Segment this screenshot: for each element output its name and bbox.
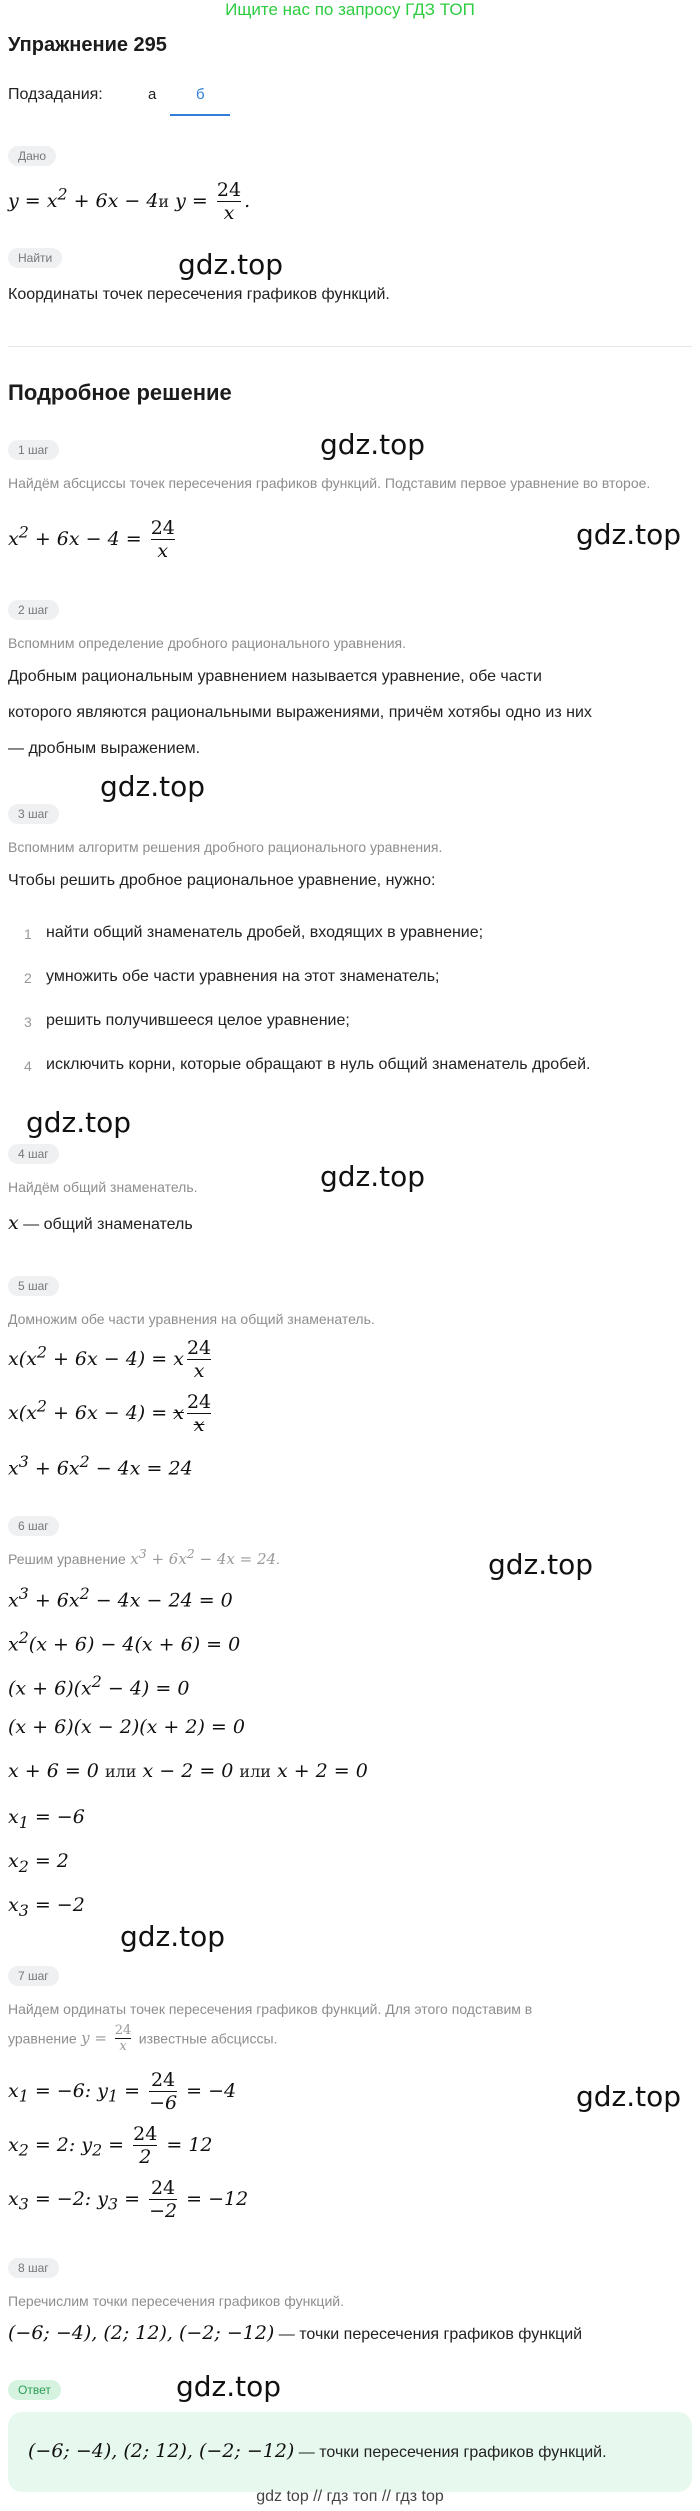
step-6-x1: $x_1 = -6$ bbox=[8, 1806, 85, 1832]
step-2-body-1: Дробным рациональным уравнением называется уравнение, обе части bbox=[8, 668, 542, 685]
step-7-pill: 7 шаг bbox=[8, 1966, 59, 1986]
answer-pill: Ответ bbox=[8, 2380, 61, 2400]
fraction: $\frac{24}{x}$ bbox=[216, 179, 242, 224]
footer-link[interactable]: гдз top bbox=[395, 2488, 444, 2505]
step-5-pill: 5 шаг bbox=[8, 1276, 59, 1296]
watermark: gdz.top bbox=[320, 428, 426, 461]
given-equation: $y = x^2 + 6x - 4и$ y = $\frac{24}{x}$ . bbox=[8, 179, 251, 224]
step-2-body-2: которого являются рациональными выражениями, причём хотябы одно из них bbox=[8, 704, 592, 721]
subtasks-label: Подзадания: bbox=[8, 86, 103, 103]
watermark: gdz.top bbox=[100, 770, 206, 803]
step-4-line: x — общий знаменатель bbox=[8, 1212, 193, 1234]
step-8-text: Перечислим точки пересечения графиков функций. bbox=[8, 2293, 344, 2309]
step-6-eq-5: x + 6 = 0 или x − 2 = 0 или x + 2 = 0 bbox=[8, 1760, 368, 1782]
list-item: умножить обе части уравнения на этот знаменатель; bbox=[46, 968, 440, 985]
step-2-body-3: — дробным выражением. bbox=[8, 740, 201, 757]
list-item-number: 4 bbox=[24, 1058, 32, 1074]
answer-text: — точки пересечения графиков функций. bbox=[298, 2444, 607, 2461]
step-6-x2: $x_2 = 2$ bbox=[8, 1850, 69, 1876]
list-item: исключить корни, которые обращают в нуль общий знаменатель дробей. bbox=[46, 1056, 591, 1073]
step-1-equation: $x^2 + 6x - 4$ = $\frac{24}{x}$ bbox=[8, 517, 175, 562]
step-7-eq-3: $x_3 = -2$: $y_3$ = $\frac{24}{-2}$ = −12 bbox=[8, 2177, 249, 2222]
step-3-pill: 3 шаг bbox=[8, 804, 59, 824]
step-7-eq-2: $x_2 = 2$: $y_2$ = $\frac{24}{2}$ = 12 bbox=[8, 2123, 213, 2168]
page-title: Упражнение 295 bbox=[8, 34, 167, 56]
list-item: найти общий знаменатель дробей, входящих в уравнение; bbox=[46, 924, 484, 941]
active-tab-indicator bbox=[170, 114, 230, 116]
step-8-line: (−6; −4), (2; 12), (−2; −12) — точки пересечения графиков функций bbox=[8, 2322, 583, 2344]
step-1-pill: 1 шаг bbox=[8, 440, 59, 460]
step-6-line: Решим уравнение $x^3 + 6x^2 - 4x = 24$. bbox=[8, 1546, 280, 1568]
step-6-eq-3: $(x + 6)(x^2 - 4) = 0$ bbox=[8, 1672, 190, 1700]
watermark: gdz.top bbox=[576, 518, 682, 551]
step-4-pill: 4 шаг bbox=[8, 1144, 59, 1164]
or-word: или bbox=[104, 1762, 137, 1781]
watermark: gdz.top bbox=[576, 2080, 682, 2113]
step-5-text: Домножим обе части уравнения на общий знаменатель. bbox=[8, 1311, 375, 1327]
footer-link[interactable]: gdz top bbox=[256, 2488, 309, 2505]
watermark: gdz.top bbox=[320, 1160, 426, 1193]
list-item: решить получившееся целое уравнение; bbox=[46, 1012, 350, 1029]
step-6-eq-1: $x^3 + 6x^2 - 4x - 24 = 0$ bbox=[8, 1584, 233, 1612]
and-word: и bbox=[158, 191, 170, 211]
footer-link[interactable]: гдз топ bbox=[326, 2488, 378, 2505]
list-item-number: 3 bbox=[24, 1014, 32, 1030]
step-6-pill: 6 шаг bbox=[8, 1516, 59, 1536]
step-6-eq-4: (x + 6)(x − 2)(x + 2) = 0 bbox=[8, 1716, 245, 1738]
answer-line: (−6; −4), (2; 12), (−2; −12) — точки пересечения графиков функций. bbox=[28, 2440, 607, 2462]
solution-title: Подробное решение bbox=[8, 380, 232, 405]
step-6-x3: $x_3 = -2$ bbox=[8, 1894, 85, 1920]
step-2-text: Вспомним определение дробного рационального уравнения. bbox=[8, 635, 407, 651]
step-1-text: Найдём абсциссы точек пересечения графиков функций. Подставим первое уравнение во второе. bbox=[8, 475, 651, 491]
step-4-body: — общий знаменатель bbox=[23, 1216, 193, 1233]
step-5-equation-3: $x^3 + 6x^2 - 4x = 24$ bbox=[8, 1452, 193, 1480]
list-item-number: 1 bbox=[24, 926, 32, 942]
step-6-eq-2: $x^2(x + 6) - 4(x + 6) = 0$ bbox=[8, 1628, 241, 1656]
step-5-equation-1: $x(x^2 + 6x - 4) = x$ $\frac{24}{x}$ bbox=[8, 1337, 212, 1382]
or-word: или bbox=[239, 1762, 271, 1781]
list-item-number: 2 bbox=[24, 970, 32, 986]
step-7-text-1: Найдем ординаты точек пересечения графиков функций. Для этого подставим в bbox=[8, 2001, 533, 2017]
find-text: Координаты точек пересечения графиков функций. bbox=[8, 286, 390, 303]
watermark: gdz.top bbox=[120, 1920, 226, 1953]
given-pill: Дано bbox=[8, 146, 56, 166]
watermark: gdz.top bbox=[488, 1548, 594, 1581]
tab-a[interactable]: а bbox=[148, 86, 157, 103]
step-4-text: Найдём общий знаменатель. bbox=[8, 1179, 198, 1195]
search-banner[interactable]: Ищите нас по запросу ГДЗ ТОП bbox=[225, 0, 475, 19]
divider bbox=[8, 346, 692, 347]
step-3-text: Вспомним алгоритм решения дробного рационального уравнения. bbox=[8, 839, 443, 855]
watermark: gdz.top bbox=[26, 1106, 132, 1139]
watermark: gdz.top bbox=[178, 248, 284, 281]
tab-b[interactable]: б bbox=[196, 86, 205, 103]
step-8-pill: 8 шаг bbox=[8, 2258, 59, 2278]
step-5-equation-2: $x(x^2 + 6x - 4) = x$ $\frac{24}{x}$ bbox=[8, 1391, 212, 1436]
find-pill: Найти bbox=[8, 248, 62, 268]
step-3-body: Чтобы решить дробное рациональное уравнение, нужно: bbox=[8, 872, 436, 889]
step-6-text: Решим уравнение bbox=[8, 1551, 126, 1567]
step-7-eq-1: $x_1 = -6$: $y_1$ = $\frac{24}{-6}$ = −4 bbox=[8, 2069, 237, 2114]
step-7-line-2: уравнение y = $\frac{24}{x}$ известные абсциссы. bbox=[8, 2023, 278, 2055]
footer-links: gdz top // гдз топ // гдз top bbox=[256, 2488, 444, 2505]
step-8-body: — точки пересечения графиков функций bbox=[278, 2326, 583, 2343]
step-2-pill: 2 шаг bbox=[8, 600, 59, 620]
watermark: gdz.top bbox=[176, 2370, 282, 2403]
